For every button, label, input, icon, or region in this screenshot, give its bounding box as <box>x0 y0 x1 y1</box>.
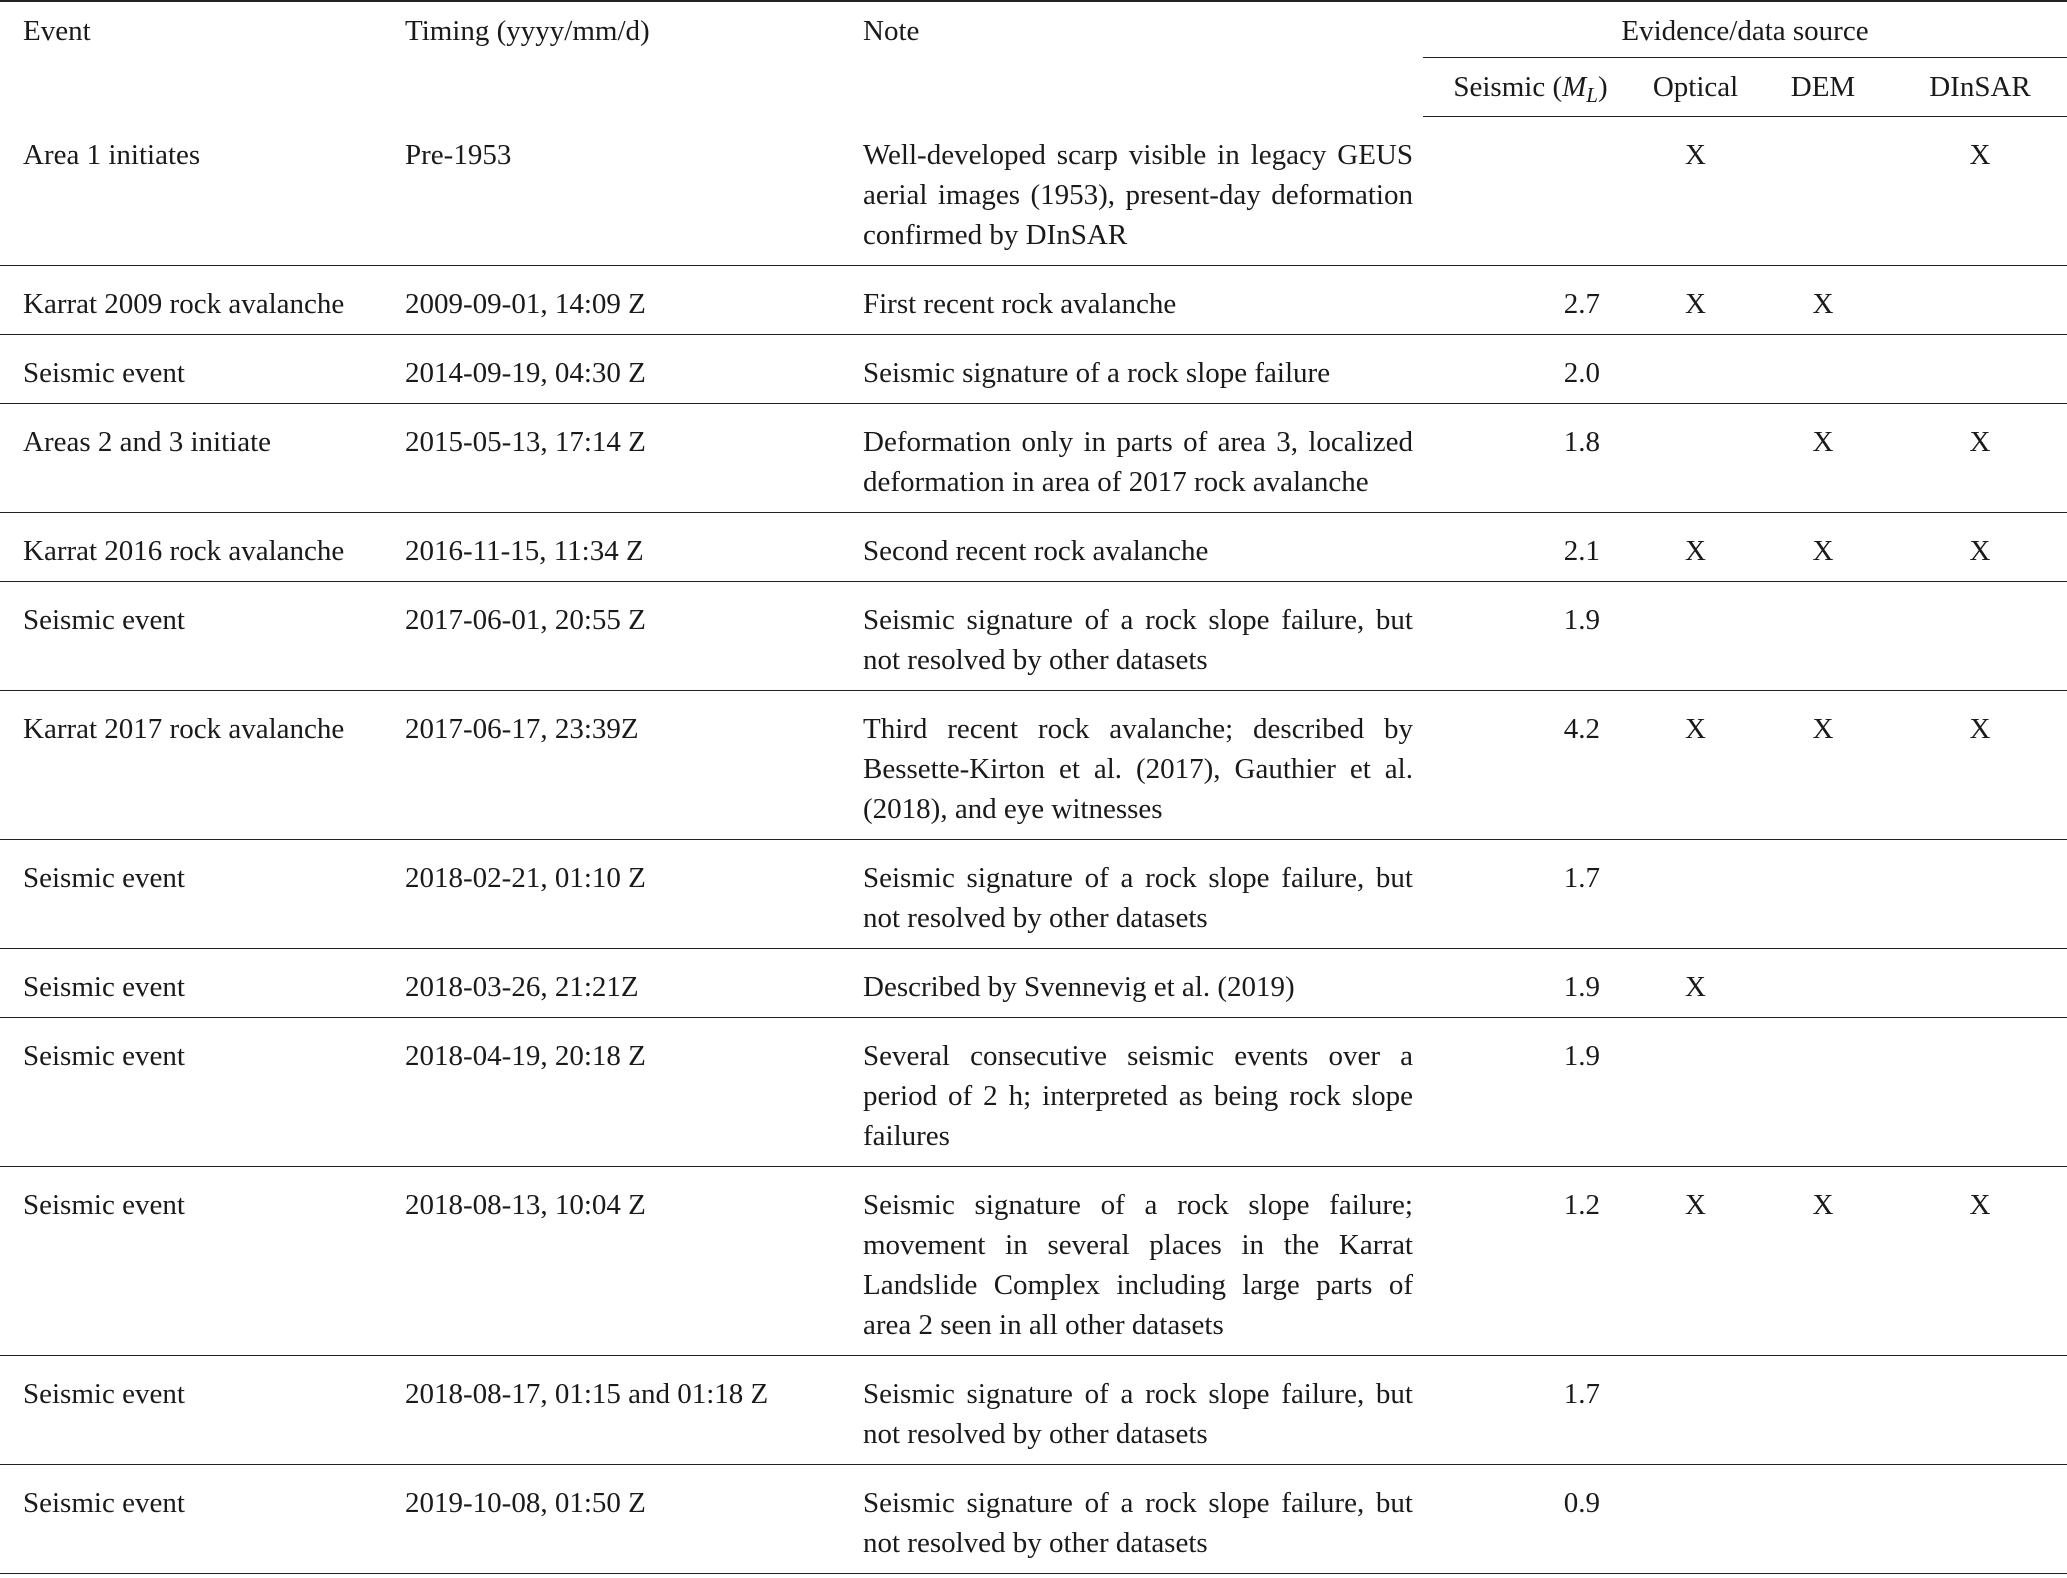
dem-mark-cell <box>1753 1017 1893 1166</box>
note-cell: Seismic signature of a rock slope failure, but not resolved by other datasets <box>863 1486 1413 1559</box>
note-cell: First recent rock avalanche <box>863 287 1177 320</box>
dinsar-mark-cell <box>1893 1355 2067 1464</box>
note-cell: Deformation only in parts of area 3, localized deformation in area of 2017 rock avalanche <box>863 425 1413 498</box>
header-event: Event <box>23 15 91 47</box>
header-dem: DEM <box>1753 58 1893 117</box>
event-cell: Karrat 2017 rock avalanche <box>23 712 345 745</box>
timing-cell: 2018-03-26, 21:21Z <box>405 970 639 1003</box>
dem-mark-cell <box>1753 334 1893 403</box>
optical-mark-cell <box>1638 839 1753 948</box>
dem-mark-cell: X <box>1812 287 1834 320</box>
header-optical: Optical <box>1638 58 1753 117</box>
optical-mark-cell <box>1638 403 1753 512</box>
seismic-magnitude-cell: 1.7 <box>1563 861 1600 894</box>
table-row <box>0 512 2067 581</box>
table-row <box>0 334 2067 403</box>
note-cell: Seismic signature of a rock slope failure <box>863 356 1331 389</box>
dinsar-mark-cell <box>1893 1464 2067 1573</box>
note-cell: Well-developed scarp visible in legacy GEUS aerial images (1953), present-day deformation confirmed by DInSAR <box>863 138 1413 251</box>
dem-mark-cell <box>1753 1355 1893 1464</box>
timing-cell: 2017-06-01, 20:55 Z <box>405 603 646 636</box>
timing-cell: 2014-09-19, 04:30 Z <box>405 356 646 389</box>
timing-cell: 2017-06-17, 23:39Z <box>405 712 639 745</box>
dinsar-mark-cell: X <box>1969 1188 1991 1221</box>
table-row <box>0 1166 2067 1355</box>
event-cell: Area 1 initiates <box>23 138 201 171</box>
dem-mark-cell: X <box>1812 712 1834 745</box>
optical-mark-cell: X <box>1685 139 1706 171</box>
table-row <box>0 1355 2067 1464</box>
event-cell: Karrat 2009 rock avalanche <box>23 287 345 320</box>
dinsar-mark-cell <box>1893 948 2067 1017</box>
seismic-magnitude-cell <box>1423 117 1638 266</box>
dem-mark-cell <box>1753 948 1893 1017</box>
note-cell: Seismic signature of a rock slope failure, but not resolved by other datasets <box>863 1377 1413 1450</box>
optical-mark-cell: X <box>1685 712 1706 745</box>
table-row <box>0 839 2067 948</box>
seismic-magnitude-cell: 2.1 <box>1563 534 1600 567</box>
dem-mark-cell: X <box>1812 1188 1834 1221</box>
header-timing: Timing (yyyy/mm/d) <box>405 15 650 47</box>
table-header <box>0 0 2067 117</box>
timing-cell: Pre-1953 <box>405 138 512 171</box>
note-cell: Third recent rock avalanche; described by Bessette-Kirton et al. (2017), Gauthier et al. (2018), and eye witnesses <box>863 712 1413 825</box>
note-cell: Seismic signature of a rock slope failure; movement in several places in the Karrat Landslide Complex including large parts of area 2 seen in all other datasets <box>863 1188 1413 1341</box>
dinsar-mark-cell <box>1893 265 2067 334</box>
dem-mark-cell: X <box>1812 534 1834 567</box>
event-cell: Seismic event <box>23 970 185 1003</box>
seismic-magnitude-cell: 1.9 <box>1563 603 1600 636</box>
dem-mark-cell: X <box>1812 425 1834 458</box>
table-row <box>0 117 2067 266</box>
dinsar-mark-cell <box>1893 581 2067 690</box>
header-note: Note <box>863 15 920 47</box>
dem-mark-cell <box>1753 1464 1893 1573</box>
event-cell: Seismic event <box>23 1377 185 1410</box>
optical-mark-cell: X <box>1685 970 1706 1003</box>
seismic-magnitude-cell: 2.0 <box>1563 356 1600 389</box>
note-cell: Seismic signature of a rock slope failure, but not resolved by other datasets <box>863 603 1413 676</box>
table-row <box>0 581 2067 690</box>
table-body <box>0 117 2067 1574</box>
optical-mark-cell <box>1638 1017 1753 1166</box>
event-cell: Karrat 2016 rock avalanche <box>23 534 345 567</box>
event-cell: Seismic event <box>23 1188 185 1221</box>
seismic-magnitude-cell: 4.2 <box>1563 712 1600 745</box>
event-cell: Seismic event <box>23 1486 185 1519</box>
header-dinsar: DInSAR <box>1893 58 2067 117</box>
timing-cell: 2018-08-13, 10:04 Z <box>405 1188 646 1221</box>
table-row <box>0 690 2067 839</box>
dem-mark-cell <box>1753 581 1893 690</box>
seismic-magnitude-cell: 0.9 <box>1563 1486 1600 1519</box>
header-evidence: Evidence/data source <box>1423 0 2067 58</box>
optical-mark-cell <box>1638 1355 1753 1464</box>
table-row <box>0 1464 2067 1573</box>
dinsar-mark-cell <box>1893 334 2067 403</box>
event-cell: Seismic event <box>23 861 185 894</box>
timing-cell: 2015-05-13, 17:14 Z <box>405 425 646 458</box>
header-seismic: Seismic $(M_L)$ <box>1423 58 1638 117</box>
dinsar-mark-cell: X <box>1969 712 1991 745</box>
dinsar-mark-cell: X <box>1969 534 1991 567</box>
timing-cell: 2009-09-01, 14:09 Z <box>405 287 646 320</box>
event-cell: Seismic event <box>23 1039 185 1072</box>
table-row <box>0 265 2067 334</box>
optical-mark-cell: X <box>1685 534 1706 567</box>
event-cell: Seismic event <box>23 356 185 389</box>
table-row <box>0 948 2067 1017</box>
optical-mark-cell: X <box>1685 287 1706 320</box>
dem-mark-cell <box>1753 839 1893 948</box>
timing-cell: 2019-10-08, 01:50 Z <box>405 1486 646 1519</box>
seismic-magnitude-cell: 1.7 <box>1563 1377 1600 1410</box>
optical-mark-cell <box>1638 1464 1753 1573</box>
note-cell: Seismic signature of a rock slope failure, but not resolved by other datasets <box>863 861 1413 934</box>
event-cell: Areas 2 and 3 initiate <box>23 425 272 458</box>
dinsar-mark-cell: X <box>1969 139 1991 171</box>
seismic-magnitude-cell: 1.2 <box>1563 1188 1600 1221</box>
event-cell: Seismic event <box>23 603 185 636</box>
timing-cell: 2018-08-17, 01:15 and 01:18 Z <box>405 1377 769 1410</box>
timing-cell: 2018-04-19, 20:18 Z <box>405 1039 646 1072</box>
timing-cell: 2016-11-15, 11:34 Z <box>405 534 644 567</box>
note-cell: Second recent rock avalanche <box>863 534 1209 567</box>
dinsar-mark-cell <box>1893 839 2067 948</box>
dem-mark-cell <box>1753 117 1893 266</box>
dinsar-mark-cell <box>1893 1017 2067 1166</box>
seismic-magnitude-cell: 1.8 <box>1563 425 1600 458</box>
note-cell: Several consecutive seismic events over a period of 2 h; interpreted as being rock slope failures <box>863 1039 1413 1152</box>
seismic-magnitude-cell: 1.9 <box>1563 970 1600 1003</box>
note-cell: Described by Svennevig et al. (2019) <box>863 970 1295 1003</box>
optical-mark-cell <box>1638 334 1753 403</box>
table-row <box>0 403 2067 512</box>
optical-mark-cell <box>1638 581 1753 690</box>
timing-cell: 2018-02-21, 01:10 Z <box>405 861 646 894</box>
table-row <box>0 1017 2067 1166</box>
optical-mark-cell: X <box>1685 1188 1706 1221</box>
seismic-magnitude-cell: 2.7 <box>1563 287 1600 320</box>
dinsar-mark-cell: X <box>1969 425 1991 458</box>
seismic-magnitude-cell: 1.9 <box>1563 1039 1600 1072</box>
